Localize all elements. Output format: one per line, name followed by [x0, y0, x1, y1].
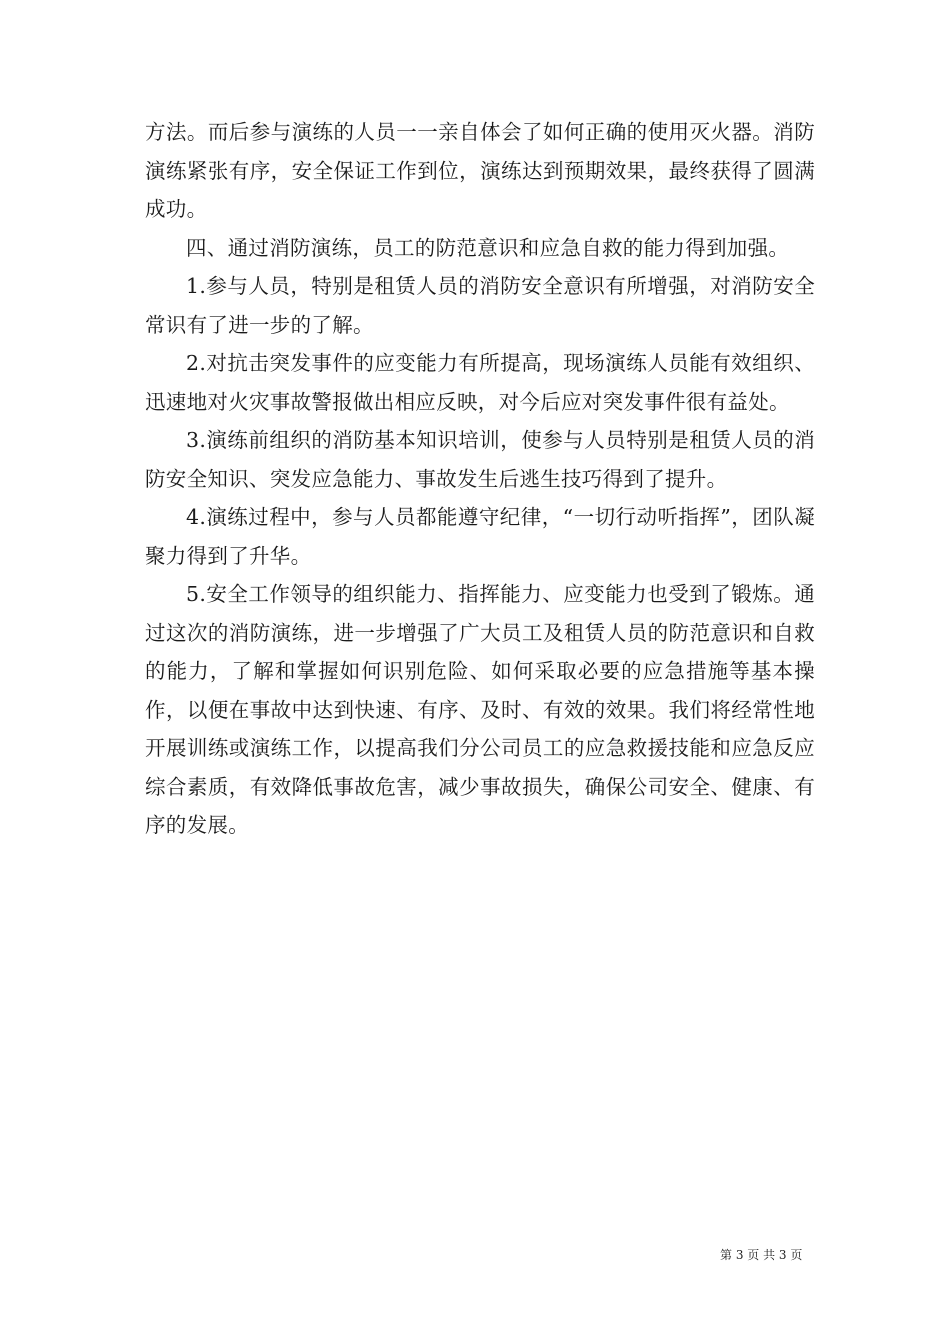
list-item-4: 4.演练过程中，参与人员都能遵守纪律，“一切行动听指挥”，团队凝聚力得到了升华。	[145, 505, 815, 568]
list-item-5: 5.安全工作领导的组织能力、指挥能力、应变能力也受到了锻炼。通过这次的消防演练，进一步增强了广大员工及租赁人员的防范意识和自救的能力，了解和掌握如何识别危险、如何采取必要的应急措施等基本操作，以便在事故中达到快速、有序、及时、有效的效果。我们将经常性地开展训练或演练工作，以提高我们分公司员工的应急救援技能和应急反应综合素质，有效降低事故危害，减少事故损失，确保公司安全、健康、有序的发展。	[145, 582, 815, 837]
list-item-1: 1.参与人员，特别是租赁人员的消防安全意识有所增强，对消防安全常识有了进一步的了解。	[145, 274, 815, 337]
list-item-3: 3.演练前组织的消防基本知识培训，使参与人员特别是租赁人员的消防安全知识、突发应急能力、事故发生后逃生技巧得到了提升。	[145, 428, 815, 491]
document-body	[145, 113, 815, 845]
paragraph-continuation: 方法。而后参与演练的人员一一亲自体会了如何正确的使用灭火器。消防演练紧张有序，安全保证工作到位，演练达到预期效果，最终获得了圆满成功。	[145, 120, 815, 221]
page-number-footer: 第 3 页 共 3 页	[720, 1248, 803, 1262]
list-item-2: 2.对抗击突发事件的应变能力有所提高，现场演练人员能有效组织、迅速地对火灾事故警报做出相应反映，对今后应对突发事件很有益处。	[145, 351, 815, 414]
section-heading-four: 四、通过消防演练，员工的防范意识和应急自救的能力得到加强。	[186, 235, 790, 260]
